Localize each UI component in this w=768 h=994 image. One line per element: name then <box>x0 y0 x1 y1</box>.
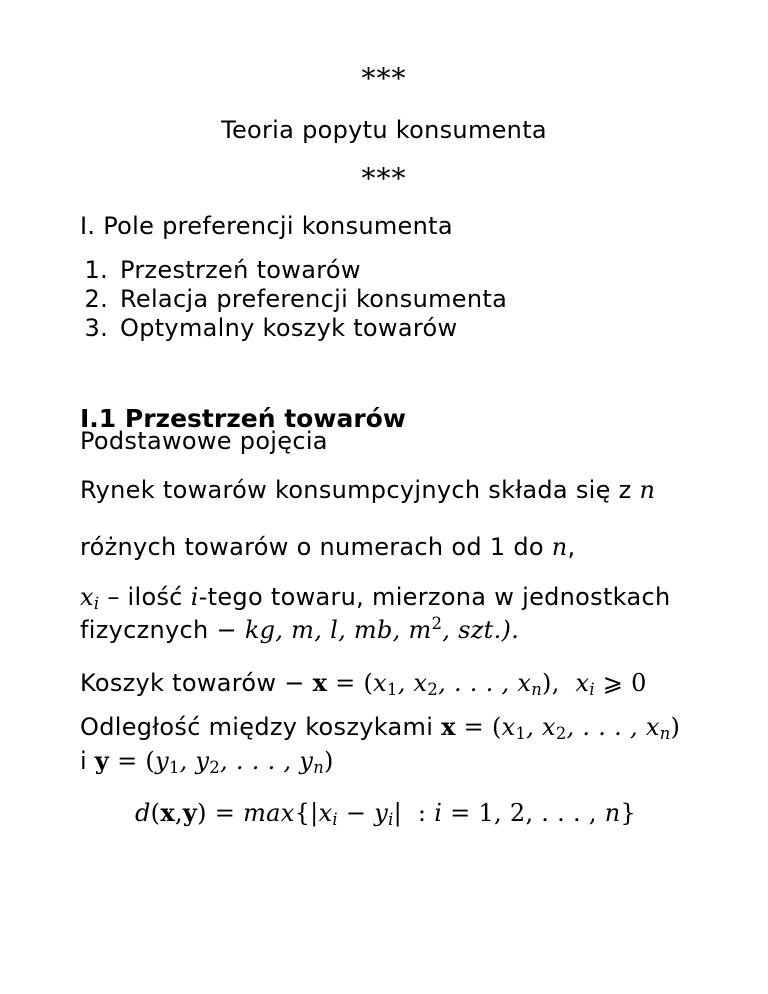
text-span: różnych towarów o numerach od 1 do <box>80 533 544 561</box>
paragraph-line: różnych towarów o numerach od 1 do n, <box>80 533 576 561</box>
document-title: Teoria popytu konsumenta <box>221 116 547 144</box>
math-expr: $x = (x_1$, $x_2$, . . . , $x_n$), $x_i$ ⩾ 0 <box>312 668 647 700</box>
math-units: kg, m, l, mb, m <box>244 616 432 644</box>
toc-number: 1. <box>84 256 108 284</box>
toc-label: Przestrzeń towarów <box>120 256 361 284</box>
text-span: -tego towaru, mierzona w jednostkach <box>198 583 671 611</box>
paragraph-line <box>80 668 647 700</box>
math-var: n <box>551 533 568 561</box>
math-var: i <box>190 583 199 611</box>
toc-label: Optymalny koszyk towarów <box>120 314 458 342</box>
text-span: i <box>80 747 87 775</box>
paragraph-line <box>80 583 671 614</box>
subsection-heading: I.1 Przestrzeń towarów <box>80 404 406 433</box>
math-expr: $x_i$ <box>80 583 100 614</box>
paragraph-line <box>80 476 655 504</box>
text-span: Odległość między koszykami <box>80 713 434 741</box>
text-span: Koszyk towarów − <box>80 669 305 697</box>
toc-number: 2. <box>84 285 108 313</box>
toc-item <box>80 256 361 284</box>
subsection-subtitle: Podstawowe pojęcia <box>80 427 328 455</box>
text-span: Rynek towarów konsumpcyjnych składa się z <box>80 476 632 504</box>
paragraph-line <box>80 616 519 644</box>
paragraph-line <box>80 746 334 778</box>
decorative-stars-top: *** <box>361 62 407 95</box>
decorative-stars-bottom: *** <box>361 162 407 195</box>
math-expr: $y = (y_1$, $y_2$, . . . , $y_n$) <box>94 746 334 778</box>
math-expr: $x = (x_1$, $x_2$, . . . , $x_n$) <box>441 712 681 744</box>
section-title: I. Pole preferencji konsumenta <box>80 212 453 240</box>
paragraph-line <box>80 712 681 744</box>
toc-item <box>80 314 457 342</box>
math-number: 0 <box>631 669 647 697</box>
toc-item <box>80 285 507 313</box>
math-expr: kg, m, l, mb, $m^2$, szt.). <box>244 614 520 644</box>
math-units-tail: , szt.). <box>442 616 520 644</box>
text-span: – ilość <box>107 583 183 611</box>
math-expr: $d(x,y) = \max\{|x_i - y_i|$ : i = 1, 2, . . . , n} <box>135 798 637 830</box>
math-var: n <box>639 476 656 504</box>
distance-formula <box>135 798 637 830</box>
toc-label: Relacja preferencji konsumenta <box>120 285 508 313</box>
toc-number: 3. <box>84 314 108 342</box>
text-span: fizycznych − <box>80 616 237 644</box>
